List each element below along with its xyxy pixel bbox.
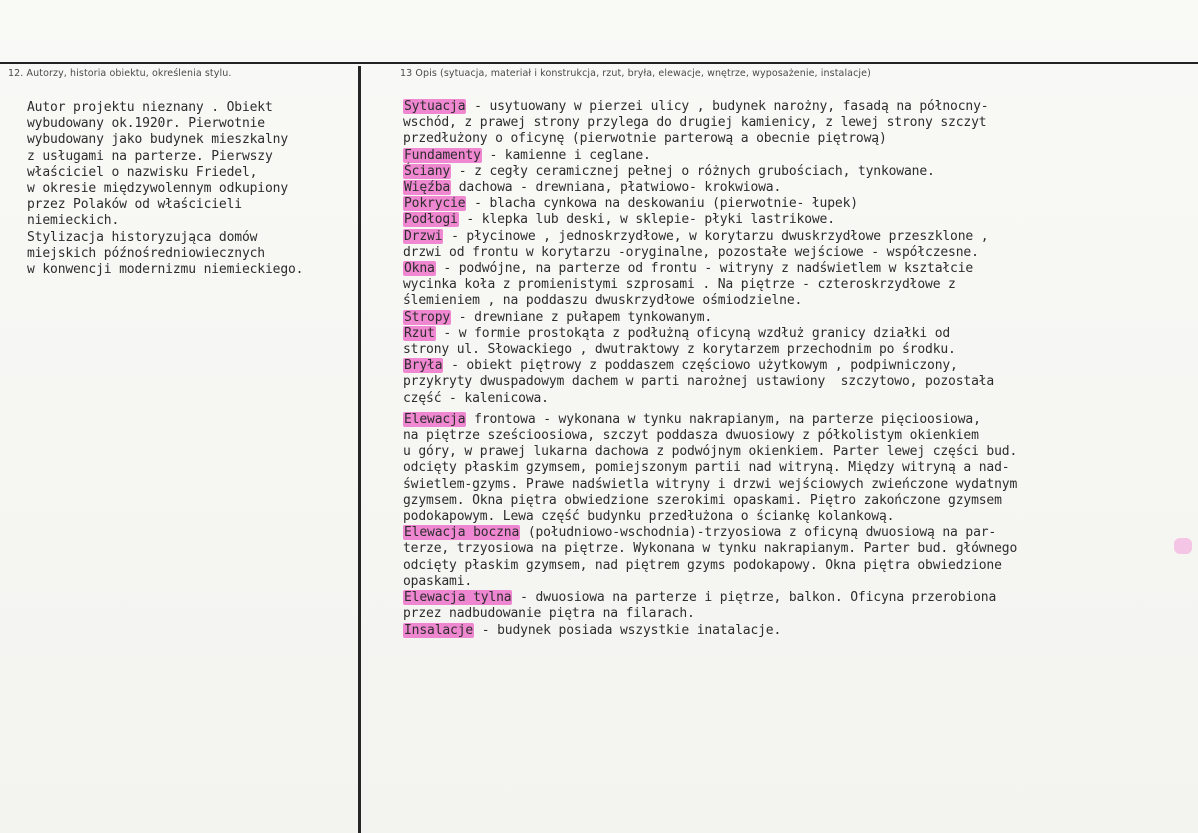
entry-text: - drewniane z pułapem tynkowanym. — [451, 309, 713, 325]
section-13-header: 13 Opis (sytuacja, materiał i konstrukcja, rzut, bryła, elewacje, wnętrze, wyposażenie, instalacje) — [400, 68, 871, 79]
entry-text: frontowa - wykonana w tynku nakrapianym, na parterze pięcioosiowa, na piętrze sześcioosiowa, szczyt poddasza dwuosiowy z półkolistym okienkiem u góry, w prawej lukarna dachowa z podwójnym okienkiem. Parter lewej części bud. odcięty płaskim gzymsem, pomiejszonym partii nad witryną. Między witryną a nad- świetlem-gzyms. Prawe nadświetla witryny i drzwi wejściowych zwieńczone wydatnym gzymsem. Okna piętra obwiedzione szerokimi opaskami. Piętro zakończone gzymsem podokapowym. Lewa część budynku przedłużona o ściankę kolankową. — [403, 411, 1018, 525]
entry-text: - usytuowany w pierzei ulicy , budynek narożny, fasadą na północny- wschód, z prawej strony przylega do drugiej kamienicy, z lewej strony szczyt przedłużony o oficynę (pierwotnie parterową a obecnie piętrową) — [403, 99, 989, 147]
entry-text: - blacha cynkowa na deskowaniu (pierwotnie- łupek) — [466, 196, 858, 212]
entry-text: - kamienne i ceglane. — [481, 147, 651, 163]
entry-text: dachowa - drewniana, płatwiowo- krokwiowa. — [451, 180, 782, 196]
entry-label: Ściany — [404, 163, 451, 179]
entry-okna — [403, 261, 1195, 310]
column-divider — [358, 66, 361, 833]
authors-history-text: Autor projektu nieznany . Obiekt wybudowany ok.1920r. Pierwotnie wybudowany jako budynek mieszkalny z usługami na parterze. Pierwszy właściciel o nazwisku Friedel, w okresie międzywolennym odkupiony przez Polaków od właścicieli niemieckich. Stylizacja historyzująca domów miejskich późnośredniowiecznych w konwencji modernizmu niemieckiego. — [27, 100, 304, 278]
entry-elewacja-tylna — [403, 590, 1195, 622]
entry-wiezba — [403, 180, 1195, 196]
entry-text: - klepka lub deski, w sklepie- płyki lastrikowe. — [458, 212, 835, 228]
entry-text: - budynek posiada wszystkie inatalacje. — [474, 622, 782, 638]
header-rule — [0, 62, 1198, 64]
entry-label: Stropy — [404, 309, 451, 325]
entry-label: Drzwi — [404, 228, 443, 244]
entry-drzwi — [403, 229, 1195, 261]
entry-label: Więźba — [404, 180, 451, 196]
entry-sytuacja — [403, 99, 1195, 148]
section-12-header: 12. Autorzy, historia obiektu, określenia stylu. — [8, 68, 232, 79]
entry-text: - z cegły ceramicznej pełnej o różnych grubościach, tynkowane. — [451, 163, 935, 179]
entry-pokrycie — [403, 196, 1195, 212]
entry-text: - w formie prostokąta z podłużną oficyną wzdłuż granicy działki od strony ul. Słowackiego , dwutraktowy z korytarzem przechodnim po środku. — [403, 325, 956, 358]
entry-label: Elewacja tylna — [404, 590, 512, 606]
entry-label: Pokrycie — [404, 196, 466, 212]
description-entries — [403, 99, 1195, 639]
entry-label: Elewacja boczna — [404, 525, 520, 541]
entry-label: Podłogi — [404, 212, 458, 228]
entry-bryla — [403, 358, 1195, 407]
entry-sciany — [403, 164, 1195, 180]
entry-fundamenty — [403, 148, 1195, 164]
entry-text: - podwójne, na parterze od frontu - witryny z nadświetlem w kształcie wycinka koła z promienistymi szprosami . Na piętrze - czteroskrzydłowe z ślemieniem , na poddaszu dwuskrzydłowe ośmiodzielne. — [403, 261, 974, 309]
entry-label: Sytuacja — [404, 99, 466, 114]
entry-stropy — [403, 310, 1195, 326]
entry-rzut — [403, 326, 1195, 358]
entry-podlogi — [403, 212, 1195, 228]
entry-label: Fundamenty — [404, 147, 481, 163]
entry-text: - płycinowe , jednoskrzydłowe, w korytarzu dwuskrzydłowe przeszklone , drzwi od frontu w korytarzu -oryginalne, pozostałe wejściowe - współczesne. — [403, 228, 989, 260]
entry-text: - obiekt piętrowy z poddaszem częściowo użytkowym , podpiwniczony, przykryty dwuspadowym dachem w parti narożnej ustawiony szczytowo, pozostała część - kalenicowa. — [403, 358, 995, 406]
entry-elewacja-frontowa — [403, 412, 1195, 525]
entry-label: Elewacja — [404, 411, 466, 427]
entry-label: Insalacje — [404, 622, 474, 638]
entry-label: Okna — [404, 261, 435, 277]
entry-instalacje — [403, 623, 1195, 639]
entry-text: - dwuosiowa na parterze i piętrze, balkon. Oficyna przerobiona przez nadbudowanie piętra na filarach. — [403, 590, 997, 622]
entry-text: (południowo-wschodnia)-trzyosiowa z oficyną dwuosiową na par- terze, trzyosiowa na piętrze. Wykonana w tynku nakrapianym. Parter bud. głównego odcięty płaskim gzymsem, nad piętrem gzyms podokapowy. Okna piętra obwiedzione opaskami. — [403, 525, 1018, 589]
entry-elewacja-boczna — [403, 525, 1195, 590]
highlighter-mark — [1174, 538, 1192, 554]
entry-label: Rzut — [404, 325, 435, 341]
entry-label: Bryła — [404, 358, 443, 374]
